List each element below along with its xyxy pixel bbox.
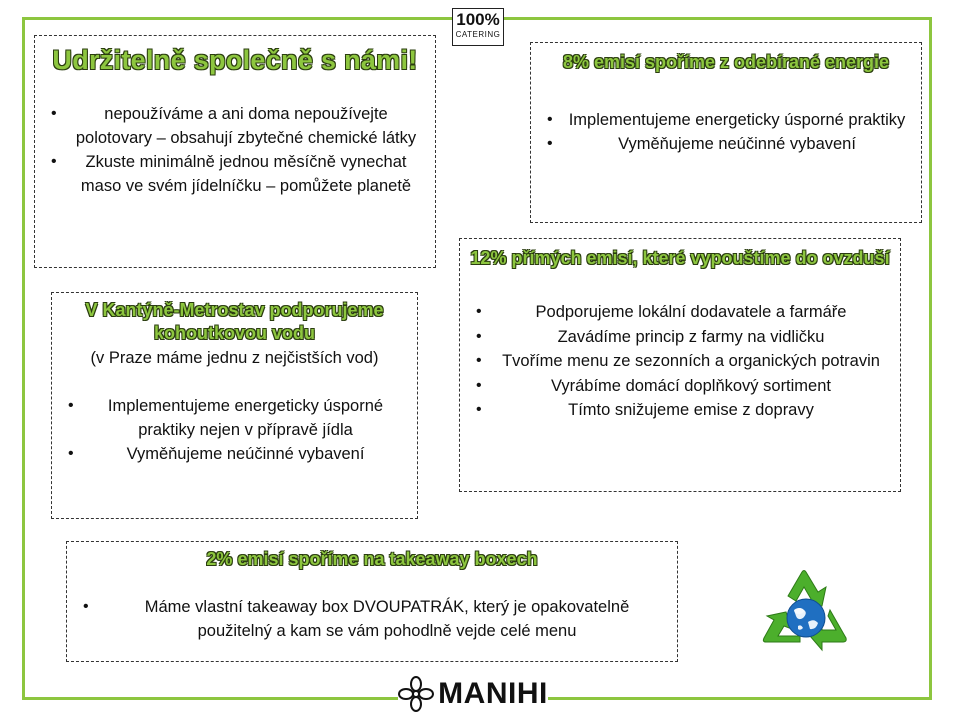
manihi-logo: [398, 672, 548, 716]
logo-percent: 100%: [456, 10, 500, 29]
section-takeaway-title: 2% emisí spoříme na takeaway boxech: [206, 549, 538, 569]
list-item: • Máme vlastní takeaway box DVOUPATRÁK, který je opakovatelně použitelný a kam se vám pohodlně vejde celé menu: [67, 595, 677, 643]
list-item: • Zavádíme princip z farmy na vidličku: [460, 325, 900, 350]
list-item: • Tímto snižujeme emise z dopravy: [460, 398, 900, 423]
list-item: • Podporujeme lokální dodavatele a farmáře: [460, 300, 900, 325]
section-together-title: Udržitelně společně s námi!: [52, 45, 418, 75]
flower-icon: [398, 676, 434, 712]
section-direct-title: 12% přímých emisí, které vypouštíme do ovzduší: [470, 248, 890, 268]
section-water-note: (v Praze máme jednu z nejčistších vod): [90, 348, 379, 367]
section-tap-water: [51, 292, 418, 519]
section-energy-list: [531, 108, 921, 156]
logo-word: CATERING: [455, 30, 501, 39]
list-item: • Implementujeme energeticky úsporné praktiky nejen v přípravě jídla: [52, 394, 417, 442]
list-item: • Vyměňujeme neúčinné vybavení: [531, 132, 921, 156]
recycle-globe-icon: [748, 566, 860, 662]
section-energy-title: 8% emisí spoříme z odebírané energie: [562, 52, 890, 72]
section-together: [34, 35, 436, 268]
section-direct-emissions: [459, 238, 901, 492]
section-takeaway: [66, 541, 678, 662]
list-item: • Implementujeme energeticky úsporné praktiky: [531, 108, 921, 132]
section-together-list: [35, 102, 435, 198]
list-item: • Tvoříme menu ze sezonních a organických potravin: [460, 349, 900, 374]
list-item: • nepoužíváme a ani doma nepoužívejte polotovary – obsahují zbytečné chemické látky: [35, 102, 435, 150]
list-item: • Vyměňujeme neúčinné vybavení: [52, 442, 417, 466]
catering-logo: [452, 8, 504, 46]
list-item: • Zkuste minimálně jednou měsíčně vynechat maso ve svém jídelníčku – pomůžete planetě: [35, 150, 435, 198]
list-item: • Vyrábíme domácí doplňkový sortiment: [460, 374, 900, 399]
section-water-title: V Kantýně-Metrostav podporujeme kohoutkovou vodu: [85, 300, 384, 344]
brand-name: MANIHI: [438, 677, 548, 710]
section-energy: [530, 42, 922, 223]
section-water-list: [52, 394, 417, 466]
section-takeaway-list: [67, 595, 677, 643]
section-direct-list: [460, 300, 900, 423]
